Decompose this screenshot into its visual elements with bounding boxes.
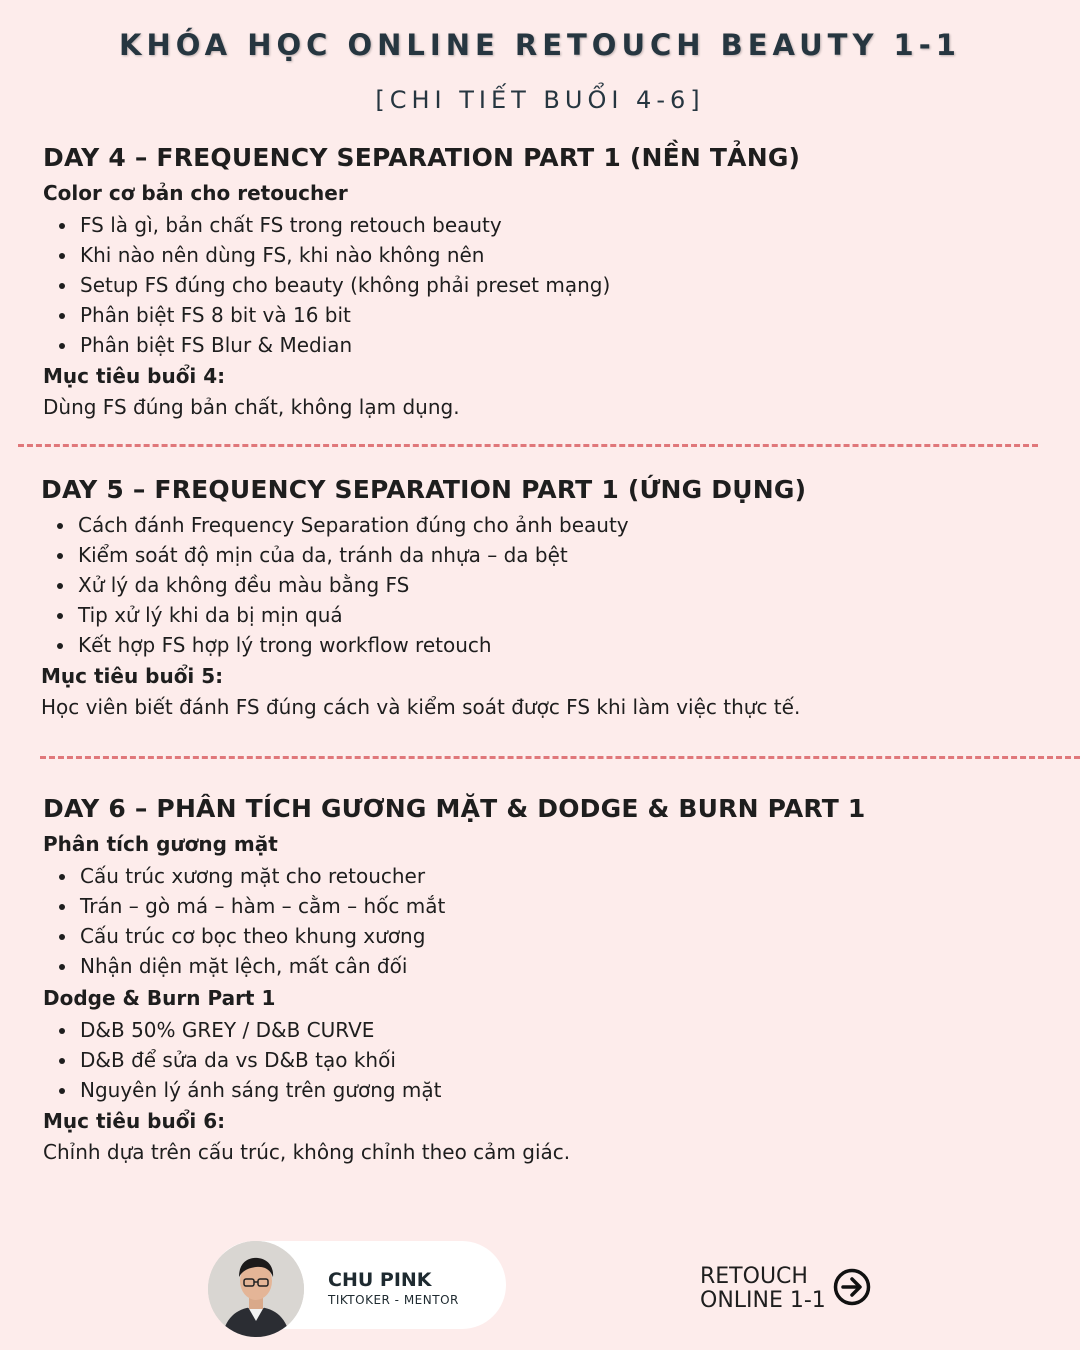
mentor-role: TIKTOKER - MENTOR <box>328 1293 459 1307</box>
page-subtitle: [CHI TIẾT BUỔI 4-6] <box>375 86 705 114</box>
day6-subheading-db: Dodge & Burn Part 1 <box>43 986 276 1010</box>
mentor-avatar <box>208 1241 304 1337</box>
day6-goal-label: Mục tiêu buổi 6: <box>43 1109 226 1133</box>
arrow-right-circle-icon[interactable] <box>833 1268 871 1306</box>
day6-goal-text: Chỉnh dựa trên cấu trúc, không chỉnh theo cảm giác. <box>43 1140 571 1164</box>
day6-section <box>43 794 1043 1167</box>
list-item: Cách đánh Frequency Separation đúng cho ảnh beauty <box>78 510 1041 540</box>
day5-list <box>41 510 1041 660</box>
day4-goal-text: Dùng FS đúng bản chất, không lạm dụng. <box>43 395 460 419</box>
list-item: Trán – gò má – hàm – cằm – hốc mắt <box>80 891 1043 921</box>
day4-subheading: Color cơ bản cho retoucher <box>43 181 348 205</box>
day6-heading: DAY 6 – PHÂN TÍCH GƯƠNG MẶT & DODGE & BURN PART 1 <box>43 794 866 823</box>
page-title: KHÓA HỌC ONLINE RETOUCH BEAUTY 1-1 <box>119 28 961 62</box>
list-item: D&B 50% GREY / D&B CURVE <box>80 1015 1043 1045</box>
list-item: Phân biệt FS Blur & Median <box>80 330 1043 360</box>
list-item: Cấu trúc xương mặt cho retoucher <box>80 861 1043 891</box>
list-item: Nhận diện mặt lệch, mất cân đối <box>80 951 1043 981</box>
cta-label[interactable] <box>700 1265 826 1313</box>
day4-list <box>43 210 1043 360</box>
day6-subheading-face: Phân tích gương mặt <box>43 832 278 856</box>
list-item: Kiểm soát độ mịn của da, tránh da nhựa – da bệt <box>78 540 1041 570</box>
day4-section <box>43 143 1043 422</box>
list-item: Khi nào nên dùng FS, khi nào không nên <box>80 240 1043 270</box>
list-item: Setup FS đúng cho beauty (không phải preset mạng) <box>80 270 1043 300</box>
mentor-portrait-icon <box>208 1241 304 1337</box>
day6-list-db <box>43 1015 1043 1105</box>
day5-goal-label: Mục tiêu buổi 5: <box>41 664 224 688</box>
day6-list-face <box>43 861 1043 981</box>
day4-goal-label: Mục tiêu buổi 4: <box>43 364 226 388</box>
day5-heading: DAY 5 – FREQUENCY SEPARATION PART 1 (ỨNG DỤNG) <box>41 475 807 504</box>
cta-line-1: RETOUCH <box>700 1264 808 1289</box>
day5-section <box>41 475 1041 722</box>
cta-line-2: ONLINE 1-1 <box>700 1288 826 1313</box>
list-item: Nguyên lý ánh sáng trên gương mặt <box>80 1075 1043 1105</box>
list-item: Phân biệt FS 8 bit và 16 bit <box>80 300 1043 330</box>
list-item: Cấu trúc cơ bọc theo khung xương <box>80 921 1043 951</box>
mentor-name: CHU PINK <box>328 1269 432 1291</box>
list-item: D&B để sửa da vs D&B tạo khối <box>80 1045 1043 1075</box>
day5-goal-text: Học viên biết đánh FS đúng cách và kiểm soát được FS khi làm việc thực tế. <box>41 695 801 719</box>
list-item: FS là gì, bản chất FS trong retouch beauty <box>80 210 1043 240</box>
divider <box>18 444 1038 447</box>
divider <box>40 756 1080 759</box>
day4-heading: DAY 4 – FREQUENCY SEPARATION PART 1 (NỀN TẢNG) <box>43 143 801 172</box>
list-item: Xử lý da không đều màu bằng FS <box>78 570 1041 600</box>
list-item: Tip xử lý khi da bị mịn quá <box>78 600 1041 630</box>
list-item: Kết hợp FS hợp lý trong workflow retouch <box>78 630 1041 660</box>
